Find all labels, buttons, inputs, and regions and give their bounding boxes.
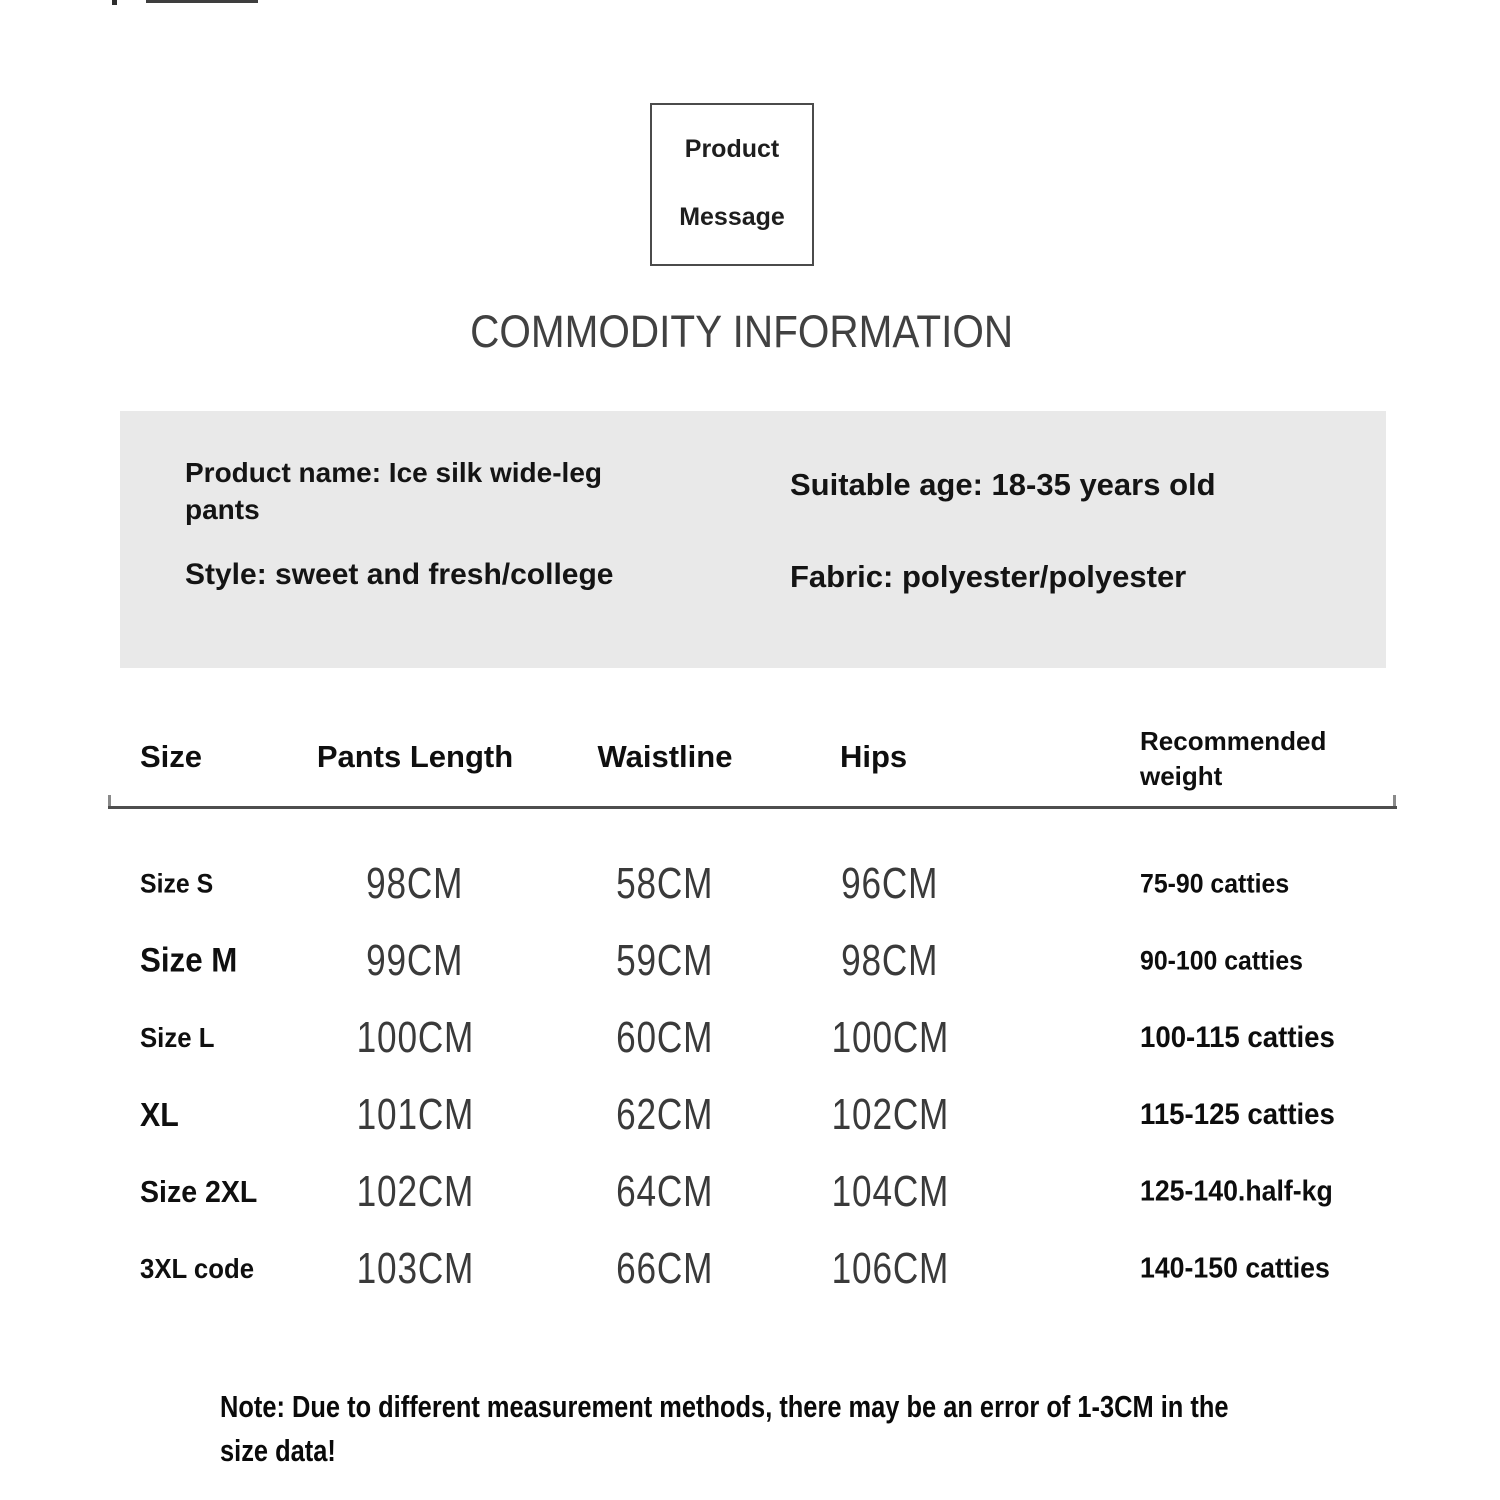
divider-tick xyxy=(108,795,111,806)
waistline-value: 59CM xyxy=(616,935,714,985)
hips-value: 106CM xyxy=(831,1243,949,1293)
pants-length-value: 100CM xyxy=(356,1012,474,1062)
measurement-note xyxy=(220,1385,1500,1473)
pants-length-value: 101CM xyxy=(356,1089,474,1139)
column-header-pants-length: Pants Length xyxy=(316,739,514,774)
column-header-size: Size xyxy=(140,739,203,774)
divider-tick xyxy=(1393,795,1396,806)
hips-value: 104CM xyxy=(831,1166,949,1216)
style-text: Style: sweet and fresh/college xyxy=(185,558,614,591)
hips-value: 100CM xyxy=(831,1012,949,1062)
hips-value: 102CM xyxy=(831,1089,949,1139)
note-line-2: size data! xyxy=(220,1433,336,1469)
weight-value: 125-140.half-kg xyxy=(1140,1175,1333,1207)
product-name-text: Product name: Ice silk wide-leg pants xyxy=(185,457,603,525)
waistline-value: 60CM xyxy=(616,1012,714,1062)
table-row xyxy=(0,845,1500,922)
weight-value: 115-125 catties xyxy=(1140,1097,1335,1131)
suitable-age-text: Suitable age: 18-35 years old xyxy=(790,467,1216,502)
weight-value: 90-100 catties xyxy=(1140,945,1303,975)
table-row xyxy=(0,922,1500,999)
pants-length-value: 102CM xyxy=(356,1166,474,1216)
weight-value: 100-115 catties xyxy=(1140,1020,1335,1054)
waistline-value: 66CM xyxy=(616,1243,714,1293)
pants-length-value: 99CM xyxy=(366,935,464,985)
size-label: Size M xyxy=(140,941,238,979)
weight-value: 140-150 catties xyxy=(1140,1252,1330,1284)
table-row xyxy=(0,1230,1500,1307)
badge-line-product: Product xyxy=(684,135,780,163)
scan-artifact xyxy=(146,0,258,3)
badge-line-message: Message xyxy=(679,203,785,231)
page-title: COMMODITY INFORMATION xyxy=(470,306,1014,357)
waistline-value: 64CM xyxy=(616,1166,714,1216)
note-line-1: Note: Due to different measurement methods, there may be an error of 1-3CM in the xyxy=(220,1389,1229,1424)
hips-value: 98CM xyxy=(841,935,939,985)
hips-value: 96CM xyxy=(841,858,939,908)
waistline-value: 58CM xyxy=(616,858,714,908)
weight-value: 75-90 catties xyxy=(1140,868,1290,898)
size-label: Size S xyxy=(140,868,214,898)
column-header-hips: Hips xyxy=(840,739,908,774)
product-message-badge xyxy=(650,103,814,266)
table-row xyxy=(0,1076,1500,1153)
scan-artifact xyxy=(112,0,117,5)
waistline-value: 62CM xyxy=(616,1089,714,1139)
fabric-text: Fabric: polyester/polyester xyxy=(790,559,1187,594)
size-label: Size L xyxy=(140,1021,215,1053)
size-table-body xyxy=(0,845,1500,1307)
pants-length-value: 98CM xyxy=(366,858,464,908)
pants-length-value: 103CM xyxy=(356,1243,474,1293)
size-label: 3XL code xyxy=(140,1252,255,1284)
info-panel xyxy=(120,411,1386,668)
header-divider xyxy=(108,806,1397,809)
size-label: XL xyxy=(140,1095,179,1133)
size-label: Size 2XL xyxy=(140,1173,258,1209)
column-header-weight: Recommended weight xyxy=(1140,726,1327,792)
table-row xyxy=(0,999,1500,1076)
table-row xyxy=(0,1153,1500,1230)
column-header-waistline: Waistline xyxy=(597,739,733,774)
